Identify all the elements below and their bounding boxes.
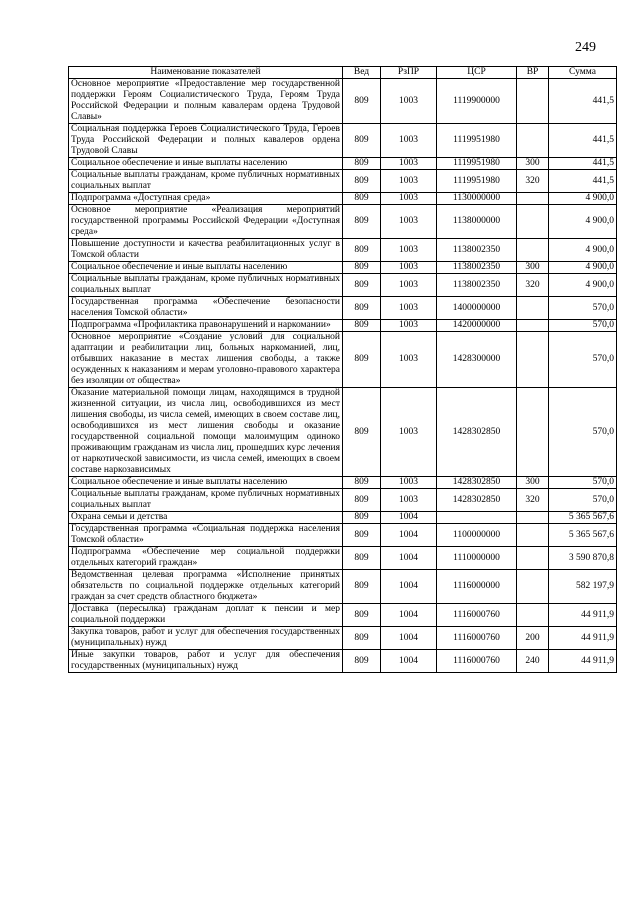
cell-sum: 441,5 <box>549 158 617 170</box>
cell-vr <box>517 297 549 320</box>
cell-sum: 570,0 <box>549 477 617 489</box>
cell-sum: 4 900,0 <box>549 239 617 262</box>
cell-name: Основное мероприятие «Реализация мероприятий государственной программы Российской Федерации «Доступная среда» <box>69 205 343 239</box>
cell-rzpr: 1003 <box>381 79 437 124</box>
cell-ved: 809 <box>343 158 381 170</box>
cell-rzpr: 1004 <box>381 547 437 570</box>
cell-csr: 1138002350 <box>437 274 517 297</box>
cell-csr: 1428300000 <box>437 332 517 388</box>
cell-ved: 809 <box>343 79 381 124</box>
cell-name: Подпрограмма «Профилактика правонарушений и наркомании» <box>69 320 343 332</box>
table-header-row <box>69 67 617 79</box>
table-row <box>69 512 617 524</box>
cell-csr: 1428302850 <box>437 477 517 489</box>
cell-sum: 3 590 870,8 <box>549 547 617 570</box>
cell-rzpr: 1003 <box>381 477 437 489</box>
cell-name: Социальная поддержка Героев Социалистического Труда, Героев Труда Российской Федерации и полных кавалеров ордена Трудовой Славы <box>69 124 343 158</box>
table-row <box>69 297 617 320</box>
table-row <box>69 239 617 262</box>
cell-sum: 570,0 <box>549 297 617 320</box>
cell-ved: 809 <box>343 124 381 158</box>
cell-vr <box>517 547 549 570</box>
cell-name: Доставка (пересылка) гражданам доплат к пенсии и мер социальной поддержки <box>69 604 343 627</box>
cell-name: Охрана семьи и детства <box>69 512 343 524</box>
table-row <box>69 477 617 489</box>
table-row <box>69 604 617 627</box>
cell-sum: 441,5 <box>549 170 617 193</box>
cell-vr: 320 <box>517 489 549 512</box>
cell-sum: 4 900,0 <box>549 262 617 274</box>
cell-name: Социальное обеспечение и иные выплаты населению <box>69 262 343 274</box>
cell-csr: 1119951980 <box>437 170 517 193</box>
cell-vr: 300 <box>517 262 549 274</box>
cell-name: Основное мероприятие «Предоставление мер государственной поддержки Героям Социалистического Труда, Героям Труда Российской Федерации и полным кавалерам ордена Трудовой Славы» <box>69 79 343 124</box>
table-row <box>69 262 617 274</box>
cell-sum: 5 365 567,6 <box>549 512 617 524</box>
cell-sum: 570,0 <box>549 489 617 512</box>
cell-rzpr: 1003 <box>381 193 437 205</box>
cell-name: Повышение доступности и качества реабилитационных услуг в Томской области <box>69 239 343 262</box>
page-number: 249 <box>575 40 596 55</box>
cell-rzpr: 1003 <box>381 239 437 262</box>
cell-rzpr: 1003 <box>381 158 437 170</box>
table-row <box>69 650 617 673</box>
cell-rzpr: 1003 <box>381 274 437 297</box>
table-row <box>69 79 617 124</box>
cell-ved: 809 <box>343 524 381 547</box>
cell-csr: 1116000760 <box>437 604 517 627</box>
cell-rzpr: 1003 <box>381 205 437 239</box>
cell-csr: 1428302850 <box>437 489 517 512</box>
cell-rzpr: 1003 <box>381 332 437 388</box>
header-name: Наименование показателей <box>69 67 343 79</box>
cell-csr: 1420000000 <box>437 320 517 332</box>
cell-sum: 441,5 <box>549 79 617 124</box>
cell-name: Социальные выплаты гражданам, кроме публичных нормативных социальных выплат <box>69 489 343 512</box>
table-row <box>69 274 617 297</box>
cell-vr <box>517 320 549 332</box>
table-row <box>69 332 617 388</box>
cell-csr: 1119900000 <box>437 79 517 124</box>
cell-vr <box>517 570 549 604</box>
cell-sum: 5 365 567,6 <box>549 524 617 547</box>
cell-sum: 582 197,9 <box>549 570 617 604</box>
cell-vr <box>517 512 549 524</box>
cell-csr: 1138000000 <box>437 205 517 239</box>
table-row <box>69 193 617 205</box>
table-row <box>69 627 617 650</box>
table-row <box>69 570 617 604</box>
header-vr: ВР <box>517 67 549 79</box>
cell-vr: 300 <box>517 158 549 170</box>
cell-name: Оказание материальной помощи лицам, находящимся в трудной жизненной ситуации, из числа лиц, освободившихся из мест лишения свободы, из числа семей, имеющих в своем составе лиц, освободившихся из мест лишения свободы и оказание государственной социальной помощи малоимущим одиноко проживающим гражданам из числа лиц, прошедших курс лечения от наркотической зависимости, из числа семей, имеющих в своем составе наркозависимых <box>69 388 343 477</box>
cell-rzpr: 1003 <box>381 297 437 320</box>
cell-ved: 809 <box>343 650 381 673</box>
cell-name: Иные закупки товаров, работ и услуг для обеспечения государственных (муниципальных) нужд <box>69 650 343 673</box>
cell-csr: 1116000760 <box>437 650 517 673</box>
table-row <box>69 489 617 512</box>
cell-csr: 1119951980 <box>437 124 517 158</box>
cell-rzpr: 1004 <box>381 650 437 673</box>
cell-rzpr: 1003 <box>381 489 437 512</box>
cell-name: Подпрограмма «Обеспечение мер социальной поддержки отдельных категорий граждан» <box>69 547 343 570</box>
cell-sum: 44 911,9 <box>549 604 617 627</box>
cell-ved: 809 <box>343 477 381 489</box>
cell-vr: 320 <box>517 170 549 193</box>
cell-sum: 4 900,0 <box>549 193 617 205</box>
cell-csr: 1119951980 <box>437 158 517 170</box>
cell-csr: 1428302850 <box>437 388 517 477</box>
cell-sum: 570,0 <box>549 320 617 332</box>
cell-ved: 809 <box>343 239 381 262</box>
cell-csr: 1116000760 <box>437 627 517 650</box>
cell-rzpr: 1003 <box>381 124 437 158</box>
cell-name: Ведомственная целевая программа «Исполнение принятых обязательств по социальной поддержке отдельных категорий граждан за счет средств областного бюджета» <box>69 570 343 604</box>
cell-ved: 809 <box>343 570 381 604</box>
table-row <box>69 524 617 547</box>
cell-ved: 809 <box>343 320 381 332</box>
cell-name: Государственная программа «Социальная поддержка населения Томской области» <box>69 524 343 547</box>
cell-ved: 809 <box>343 627 381 650</box>
cell-name: Основное мероприятие «Создание условий для социальной адаптации и реабилитации лиц, больных наркоманией, лиц, отбывших наказание в местах лишения свободы, а также осужденных к наказаниям и мерам уголовно-правового характера без изоляции от общества» <box>69 332 343 388</box>
cell-vr: 200 <box>517 627 549 650</box>
cell-rzpr: 1003 <box>381 170 437 193</box>
cell-name: Социальное обеспечение и иные выплаты населению <box>69 158 343 170</box>
cell-sum: 570,0 <box>549 388 617 477</box>
cell-name: Государственная программа «Обеспечение безопасности населения Томской области» <box>69 297 343 320</box>
cell-rzpr: 1004 <box>381 627 437 650</box>
cell-csr: 1130000000 <box>437 193 517 205</box>
cell-ved: 809 <box>343 205 381 239</box>
cell-rzpr: 1003 <box>381 388 437 477</box>
cell-csr: 1110000000 <box>437 547 517 570</box>
cell-vr <box>517 604 549 627</box>
header-sum: Сумма <box>549 67 617 79</box>
cell-csr: 1400000000 <box>437 297 517 320</box>
cell-ved: 809 <box>343 388 381 477</box>
cell-vr <box>517 79 549 124</box>
table-row <box>69 388 617 477</box>
cell-ved: 809 <box>343 332 381 388</box>
cell-ved: 809 <box>343 547 381 570</box>
cell-vr: 320 <box>517 274 549 297</box>
table-row <box>69 320 617 332</box>
cell-csr: 1138002350 <box>437 239 517 262</box>
header-csr: ЦСР <box>437 67 517 79</box>
cell-vr <box>517 332 549 388</box>
cell-sum: 4 900,0 <box>549 274 617 297</box>
cell-rzpr: 1004 <box>381 524 437 547</box>
cell-sum: 441,5 <box>549 124 617 158</box>
cell-name: Подпрограмма «Доступная среда» <box>69 193 343 205</box>
cell-ved: 809 <box>343 297 381 320</box>
cell-rzpr: 1004 <box>381 604 437 627</box>
table-row <box>69 205 617 239</box>
cell-csr: 1116000000 <box>437 570 517 604</box>
cell-vr <box>517 193 549 205</box>
cell-ved: 809 <box>343 604 381 627</box>
table-row <box>69 158 617 170</box>
cell-name: Социальные выплаты гражданам, кроме публичных нормативных социальных выплат <box>69 274 343 297</box>
cell-rzpr: 1004 <box>381 570 437 604</box>
cell-ved: 809 <box>343 193 381 205</box>
cell-vr <box>517 239 549 262</box>
cell-name: Социальные выплаты гражданам, кроме публичных нормативных социальных выплат <box>69 170 343 193</box>
cell-name: Закупка товаров, работ и услуг для обеспечения государственных (муниципальных) нужд <box>69 627 343 650</box>
cell-csr <box>437 512 517 524</box>
header-rzpr: РзПР <box>381 67 437 79</box>
cell-vr <box>517 205 549 239</box>
table-body <box>69 79 617 673</box>
header-ved: Вед <box>343 67 381 79</box>
cell-rzpr: 1003 <box>381 262 437 274</box>
cell-vr: 240 <box>517 650 549 673</box>
cell-sum: 44 911,9 <box>549 627 617 650</box>
cell-vr <box>517 388 549 477</box>
cell-vr <box>517 524 549 547</box>
cell-name: Социальное обеспечение и иные выплаты населению <box>69 477 343 489</box>
cell-ved: 809 <box>343 262 381 274</box>
budget-table <box>68 66 617 673</box>
cell-csr: 1138002350 <box>437 262 517 274</box>
cell-vr: 300 <box>517 477 549 489</box>
cell-rzpr: 1003 <box>381 320 437 332</box>
cell-sum: 570,0 <box>549 332 617 388</box>
cell-csr: 1100000000 <box>437 524 517 547</box>
cell-ved: 809 <box>343 274 381 297</box>
cell-ved: 809 <box>343 170 381 193</box>
table-row <box>69 547 617 570</box>
cell-ved: 809 <box>343 489 381 512</box>
cell-sum: 4 900,0 <box>549 205 617 239</box>
cell-rzpr: 1004 <box>381 512 437 524</box>
table-row <box>69 170 617 193</box>
cell-sum: 44 911,9 <box>549 650 617 673</box>
table-row <box>69 124 617 158</box>
cell-ved: 809 <box>343 512 381 524</box>
cell-vr <box>517 124 549 158</box>
